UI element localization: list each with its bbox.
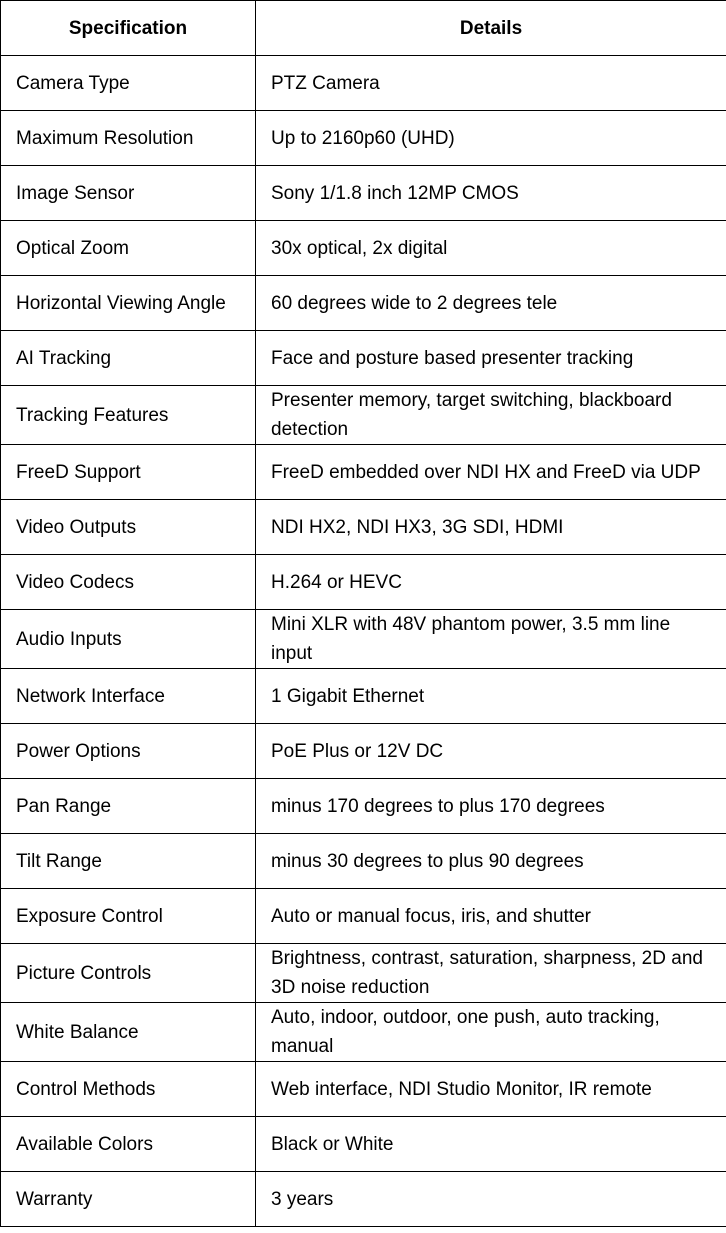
table-row bbox=[1, 1062, 726, 1117]
spec-details-cell: Up to 2160p60 (UHD) bbox=[256, 111, 726, 166]
table-row bbox=[1, 669, 726, 724]
spec-name-cell: Control Methods bbox=[1, 1062, 256, 1117]
spec-name-cell: Network Interface bbox=[1, 669, 256, 724]
spec-name-cell: Audio Inputs bbox=[1, 610, 256, 669]
table-row bbox=[1, 111, 726, 166]
spec-name-cell: Tilt Range bbox=[1, 834, 256, 889]
table-row bbox=[1, 889, 726, 944]
table-row bbox=[1, 555, 726, 610]
spec-name-cell: Pan Range bbox=[1, 779, 256, 834]
spec-details-cell: Sony 1/1.8 inch 12MP CMOS bbox=[256, 166, 726, 221]
spec-name-cell: Exposure Control bbox=[1, 889, 256, 944]
table-row bbox=[1, 56, 726, 111]
spec-name-cell: FreeD Support bbox=[1, 445, 256, 500]
spec-name-cell: Image Sensor bbox=[1, 166, 256, 221]
spec-name-cell: Video Codecs bbox=[1, 555, 256, 610]
table-row bbox=[1, 610, 726, 669]
spec-name-cell: Optical Zoom bbox=[1, 221, 256, 276]
table-row bbox=[1, 221, 726, 276]
spec-details-cell: minus 30 degrees to plus 90 degrees bbox=[256, 834, 726, 889]
spec-details-cell: 60 degrees wide to 2 degrees tele bbox=[256, 276, 726, 331]
column-header-details: Details bbox=[256, 1, 726, 56]
spec-details-cell: NDI HX2, NDI HX3, 3G SDI, HDMI bbox=[256, 500, 726, 555]
table-row bbox=[1, 944, 726, 1003]
spec-name-cell: AI Tracking bbox=[1, 331, 256, 386]
spec-details-cell: minus 170 degrees to plus 170 degrees bbox=[256, 779, 726, 834]
table-row bbox=[1, 276, 726, 331]
spec-name-cell: Maximum Resolution bbox=[1, 111, 256, 166]
spec-name-cell: Picture Controls bbox=[1, 944, 256, 1003]
table-row bbox=[1, 1117, 726, 1172]
spec-details-cell: Black or White bbox=[256, 1117, 726, 1172]
table-row bbox=[1, 1172, 726, 1227]
spec-name-cell: White Balance bbox=[1, 1003, 256, 1062]
table-row bbox=[1, 445, 726, 500]
spec-details-cell: Mini XLR with 48V phantom power, 3.5 mm line input bbox=[256, 610, 726, 669]
spec-details-cell: PoE Plus or 12V DC bbox=[256, 724, 726, 779]
table-row bbox=[1, 724, 726, 779]
spec-name-cell: Warranty bbox=[1, 1172, 256, 1227]
spec-details-cell: PTZ Camera bbox=[256, 56, 726, 111]
spec-details-cell: FreeD embedded over NDI HX and FreeD via UDP bbox=[256, 445, 726, 500]
spec-name-cell: Available Colors bbox=[1, 1117, 256, 1172]
spec-name-cell: Horizontal Viewing Angle bbox=[1, 276, 256, 331]
spec-name-cell: Tracking Features bbox=[1, 386, 256, 445]
spec-name-cell: Video Outputs bbox=[1, 500, 256, 555]
spec-name-cell: Camera Type bbox=[1, 56, 256, 111]
spec-details-cell: Auto or manual focus, iris, and shutter bbox=[256, 889, 726, 944]
table-row bbox=[1, 331, 726, 386]
table-row bbox=[1, 779, 726, 834]
table-row bbox=[1, 500, 726, 555]
table-row bbox=[1, 1003, 726, 1062]
spec-details-cell: Face and posture based presenter tracking bbox=[256, 331, 726, 386]
table-row bbox=[1, 166, 726, 221]
column-header-specification: Specification bbox=[1, 1, 256, 56]
spec-details-cell: 3 years bbox=[256, 1172, 726, 1227]
spec-details-cell: Web interface, NDI Studio Monitor, IR remote bbox=[256, 1062, 726, 1117]
spec-details-cell: Auto, indoor, outdoor, one push, auto tracking, manual bbox=[256, 1003, 726, 1062]
spec-details-cell: 30x optical, 2x digital bbox=[256, 221, 726, 276]
spec-details-cell: Brightness, contrast, saturation, sharpness, 2D and 3D noise reduction bbox=[256, 944, 726, 1003]
table-row bbox=[1, 386, 726, 445]
table-row bbox=[1, 834, 726, 889]
spec-name-cell: Power Options bbox=[1, 724, 256, 779]
spec-details-cell: H.264 or HEVC bbox=[256, 555, 726, 610]
spec-details-cell: Presenter memory, target switching, blackboard detection bbox=[256, 386, 726, 445]
spec-details-cell: 1 Gigabit Ethernet bbox=[256, 669, 726, 724]
table-header-row bbox=[1, 1, 726, 56]
